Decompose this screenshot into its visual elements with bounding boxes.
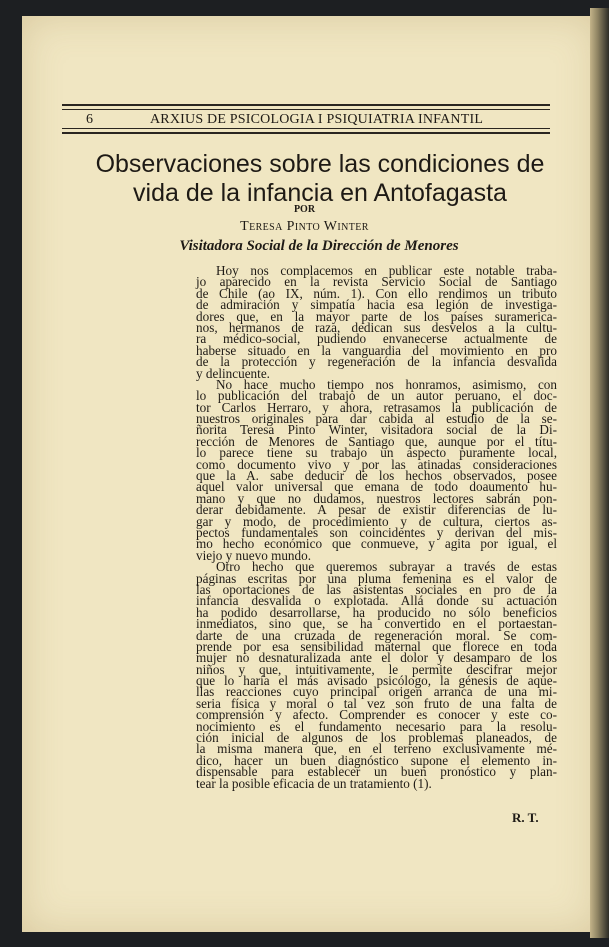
author-affiliation: Visitadora Social de la Dirección de Menores (179, 238, 459, 254)
body-line: tor Carlos Herraro, y ahora, retrasamos la publicación de (196, 399, 557, 415)
body-line: mujer no desnaturalizada ante el dolor y desamparo de los (196, 650, 557, 666)
body-line: ra médico-social, pudiendo envanecerse actualmente de (196, 331, 557, 347)
body-line: niños y que, intuitivamente, le permite descifrar mejor (196, 661, 557, 677)
body-line: lo publicación del trabajo de un autor peruano, el doc- (196, 388, 557, 404)
body-line: como documento vivo y por las atinadas consideraciones (196, 456, 557, 472)
signature: R. T. (512, 810, 539, 825)
body-line: de Chile (ao IX, núm. 1). Con ello rendimos un tributo (196, 285, 557, 301)
article-title (70, 150, 570, 208)
body-line: las oportaciones de las asistentas sociales en pro de la (196, 581, 557, 597)
body-line: haberse situado en la vanguardia del movimiento en pro (196, 342, 557, 358)
body-line: inmediatos, sino que, se ha convertido en el portaestan- (196, 616, 557, 632)
body-line: y delincuente. (196, 365, 270, 381)
body-line: derar debidamente. A pesar de existir diferencias de lu- (196, 502, 557, 518)
body-line: Otro hecho que queremos subrayar a través de estas (216, 559, 557, 575)
body-line: dispensable para establecer un buen pronóstico y plan- (196, 764, 557, 780)
title-line-2: vida de la infancia en Antofagasta (133, 179, 507, 207)
running-header (62, 104, 550, 134)
page-number: 6 (86, 112, 93, 127)
body-line: nocimiento es el fundamento necesario para la resolu- (196, 718, 557, 734)
body-line: No hace mucho tiempo nos honramos, asimismo, con (216, 376, 557, 392)
body-line: ha podido desarrollarse, ha producido no sólo beneficios (196, 604, 557, 620)
body-line: prende por esa sensibilidad maternal que florece en toda (196, 638, 557, 654)
title-line-1: Observaciones sobre las condiciones de (95, 150, 545, 178)
article-body (196, 265, 557, 789)
body-line: aquel valor universal que emana de todo doaumento hu- (196, 479, 557, 495)
body-line: infancia desvalida o explotada. Allá donde su actuación (196, 593, 557, 609)
author-name: Teresa Pinto Winter (240, 219, 369, 234)
body-line: de la protección y regeneración de la infancia desvalida (196, 354, 557, 370)
body-line: mo hecho económico que conmueve, y agita por igual, el (196, 536, 557, 552)
body-line: Hoy nos complacemos en publicar este notable traba- (216, 263, 557, 278)
journal-title: ARXIUS DE PSICOLOGIA I PSIQUIATRIA INFANTIL (150, 112, 484, 127)
body-line: tear la posible eficacia de un tratamiento (1). (196, 775, 432, 791)
body-line: nuestros originales para dar cabida al estudio de la se- (196, 411, 557, 427)
body-line: páginas escritas por una pluma femenina es el valor de (196, 570, 557, 586)
body-line: rección de Menores de Santiago que, aunque por el títu- (196, 433, 557, 449)
body-line: de admiración y simpatía hacia esa legión de investiga- (196, 297, 557, 313)
body-line: pectos fundamentales son coincidentes y derivan del mis- (196, 524, 557, 540)
body-line: lo parece tiene su trabajo un aspecto puramente local, (196, 445, 557, 461)
body-line: ñorita Teresa Pinto Winter, visitadora social de la Di- (196, 422, 557, 438)
body-line: viejo y nuevo mundo. (196, 547, 312, 563)
body-line: ción inicial de algunos de los problemas planeados, de (196, 730, 557, 746)
body-line: darte de una cruzada de regeneración moral. Se com- (196, 627, 557, 643)
body-line: dores que, en la mayor parte de los países suramerica- (196, 308, 557, 324)
book-spine-edge (590, 8, 609, 938)
body-line: mano y que no dudamos, nuestros lectores sabrán pon- (196, 490, 557, 506)
body-line: llas reacciones cuyo principal origen arranca de una mi- (196, 684, 557, 700)
body-line: nos, hermanos de raza, dedican sus desvelos a la cultu- (196, 319, 557, 335)
byline-prefix: POR (293, 204, 316, 215)
body-line: gar y modo, de procedimiento y de cultura, ciertos as- (196, 513, 557, 529)
body-line: que la A. sabe deducir de los hechos observados, posee (196, 468, 557, 484)
body-line: dico, hacer un buen diagnóstico supone el elemento in- (196, 752, 557, 768)
body-line: la misma manera que, en el terreno exclusivamente mé- (196, 741, 557, 757)
body-line: jo aparecido en la revista Servicio Social de Santiago (196, 274, 557, 290)
body-line: seria física y moral o tal vez son fruto de una falta de (196, 695, 557, 711)
body-line: comprensión y afecto. Comprender es conocer y este co- (196, 707, 557, 723)
body-line: que lo haría el más avisado psicólogo, la génesis de aque- (196, 673, 557, 689)
